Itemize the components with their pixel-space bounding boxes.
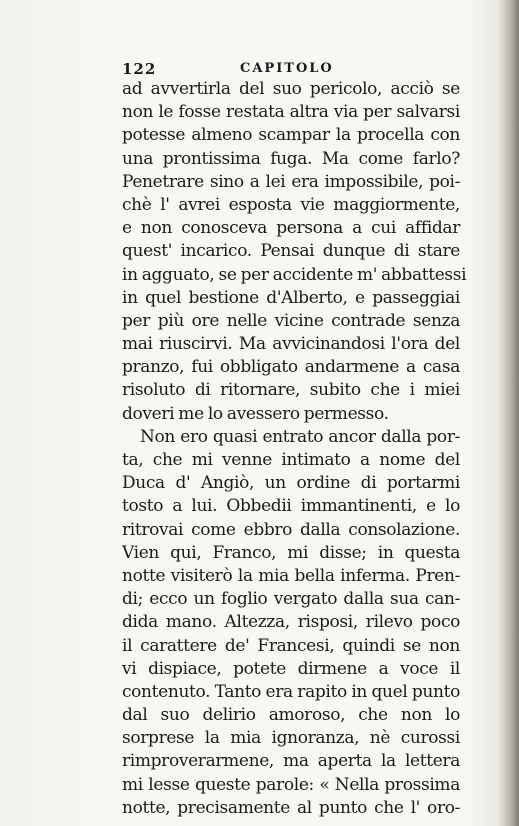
text-line: in quel bestione d'Alberto, e passeggiai: [122, 287, 460, 308]
text-line: ta, che mi venne intimato a nome del: [122, 450, 460, 470]
text-line: mi lesse queste parole: « Nella prossima: [122, 774, 460, 795]
text-line: in agguato, se per accidente m' abbattessi: [122, 264, 467, 285]
text-line: dida mano. Altezza, risposi, rilevo poco: [122, 612, 460, 633]
text-line: contenuto. Tanto era rapito in quel punto: [122, 681, 460, 702]
text-line: di; ecco un foglio vergato dalla sua can-: [122, 589, 460, 610]
page-number: 122: [122, 60, 157, 78]
text-line: una prontissima fuga. Ma come farlo?: [122, 148, 460, 169]
text-line: vi dispiace, potete dirmene a voce il: [122, 658, 460, 679]
text-line: chè l' avrei esposta vie maggiormente,: [122, 194, 460, 215]
text-line: quest' incarico. Pensai dunque di stare: [122, 241, 460, 262]
text-line: risoluto di ritornare, subito che i miei: [122, 380, 460, 401]
text-line: non le fosse restata altra via per salvarsi: [122, 102, 460, 123]
text-line: sorprese la mia ignoranza, nè curossi: [122, 728, 460, 749]
text-line: doveri me lo avessero permesso.: [122, 403, 389, 424]
text-line: per più ore nelle vicine contrade senza: [122, 310, 460, 331]
text-line: Penetrare sino a lei era impossibile, poi-: [122, 171, 460, 192]
text-line: il carattere de' Francesi, quindi se non: [122, 635, 460, 656]
text-line: notte, precisamente al punto che l' oro-: [122, 797, 460, 818]
text-line: mai riuscirvi. Ma avvicinandosi l'ora del: [122, 334, 460, 355]
text-line: ritrovai come ebbro dalla consolazione.: [122, 519, 460, 540]
text-line: Non ero quasi entrato ancor dalla por-: [140, 426, 460, 447]
text-line: e non conosceva persona a cui affidar: [122, 218, 460, 239]
page-edge-shadow: [497, 0, 519, 826]
body-text: [122, 78, 467, 820]
text-line: Vien qui, Franco, mi disse; in questa: [122, 542, 460, 563]
running-head: CAPITOLO: [240, 61, 334, 76]
text-line: rimproverarmene, ma aperta la lettera: [122, 751, 460, 772]
text-line: ad avvertirla del suo pericolo, acciò se: [122, 79, 460, 99]
text-line: tosto a lui. Obbedii immantinenti, e lo: [122, 496, 460, 517]
text-line: notte visiterò la mia bella inferma. Pren-: [122, 565, 460, 586]
text-line: pranzo, fui obbligato andarmene a casa: [122, 357, 460, 378]
text-line: Duca d' Angiò, un ordine di portarmi: [122, 473, 460, 494]
text-line: dal suo delirio amoroso, che non lo: [122, 705, 460, 726]
text-line: potesse almeno scampar la procella con: [122, 125, 460, 146]
